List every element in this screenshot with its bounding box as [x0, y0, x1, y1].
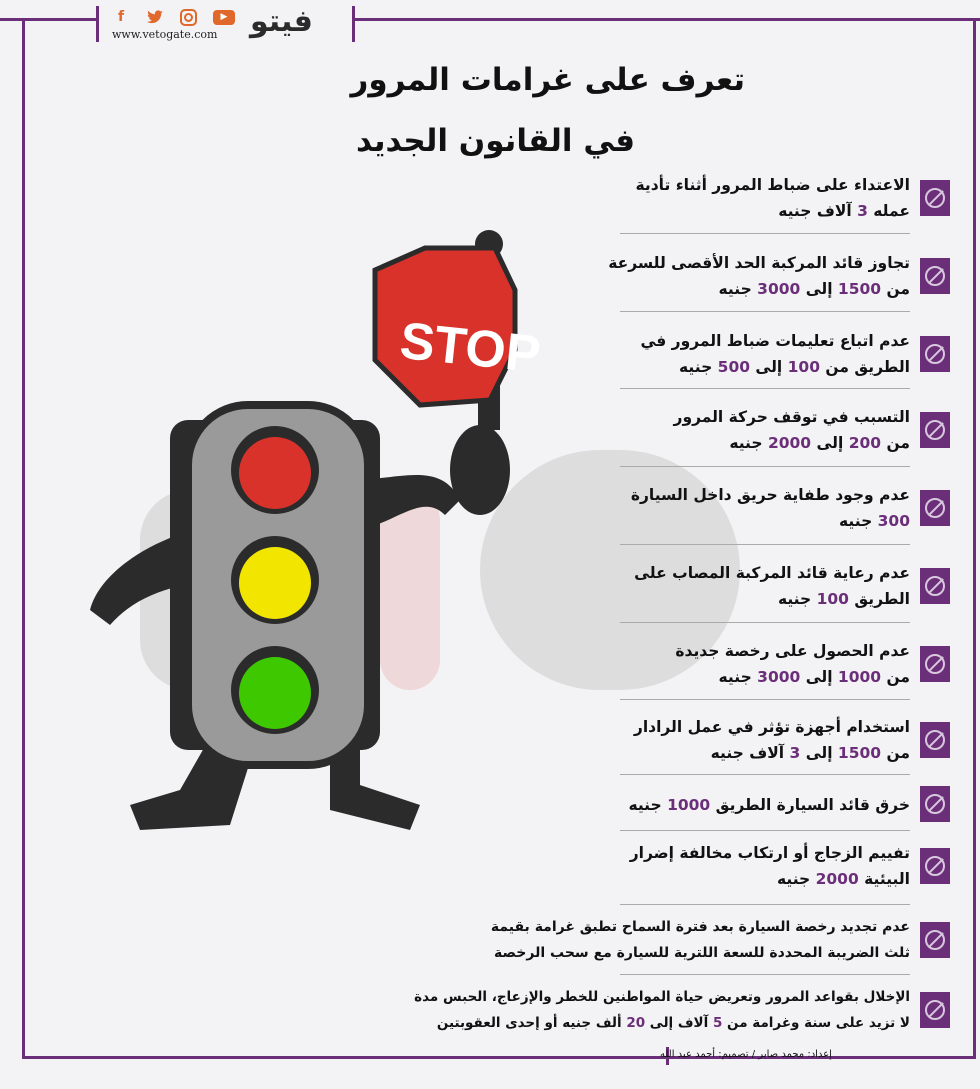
prohibited-icon — [920, 722, 950, 758]
fine-text-line: عدم الحصول على رخصة جديدة — [675, 642, 910, 660]
website-url[interactable]: www.vetogate.com — [112, 28, 218, 41]
frame-bottom — [22, 1056, 976, 1059]
fine-amount: 5 — [712, 1015, 723, 1031]
fine-amount: 3 — [857, 202, 868, 220]
fine-text-line: عدم وجود طفاية حريق داخل السيارة — [630, 486, 910, 504]
frame-top-left — [0, 18, 96, 21]
stop-sign — [375, 230, 543, 515]
designed-by: تصميم: أحمد عبد الله — [660, 1049, 749, 1060]
prohibited-icon — [920, 786, 950, 822]
credit-separator: / — [751, 1049, 756, 1060]
prohibited-icon — [920, 258, 950, 294]
prohibited-icon — [920, 568, 950, 604]
fine-text-line: تفييم الزجاج أو ارتكاب مخالفة إضرار — [629, 844, 910, 862]
fine-amount: 20 — [626, 1015, 646, 1031]
prohibited-icon — [920, 490, 950, 526]
logo-text: فيتو — [250, 4, 313, 39]
frame-top — [355, 18, 980, 21]
item-separator — [620, 233, 910, 234]
frame-left — [22, 18, 25, 1059]
prohibited-icon — [920, 992, 950, 1028]
fine-text-line: عدم اتباع تعليمات ضباط المرور في — [640, 332, 910, 350]
fine-amount: 1500 — [837, 744, 882, 762]
prohibited-icon — [920, 336, 950, 372]
fine-text-line: التسبب في توقف حركة المرور — [673, 408, 910, 426]
fine-text-line: عدم رعاية قائد المركبة المصاب على — [634, 564, 910, 582]
social-links — [112, 8, 235, 26]
fine-amount: 1000 — [837, 668, 882, 686]
item-separator — [620, 974, 910, 975]
stop-text: STOP — [397, 311, 544, 385]
fine-amount: 100 — [816, 590, 849, 608]
header-divider-left — [96, 6, 99, 42]
youtube-icon[interactable]: ▶ — [213, 10, 235, 25]
item-separator — [620, 544, 910, 545]
prohibited-icon — [920, 922, 950, 958]
header-divider-right — [352, 6, 355, 42]
credits — [660, 1049, 832, 1060]
fine-amount: 500 — [717, 358, 751, 376]
traffic-light-illustration — [60, 230, 560, 870]
fine-amount: 300 — [877, 512, 910, 530]
title-line-2: في القانون الجديد — [355, 123, 635, 159]
fine-text-line: عدم تجديد رخصة السيارة بعد فترة السماح تطبق غرامة بقيمة — [490, 919, 910, 935]
fine-text-line: الاعتداء على ضباط المرور أثناء تأدية — [635, 176, 910, 194]
prohibited-icon — [920, 848, 950, 884]
item-separator — [620, 904, 910, 905]
item-separator — [620, 830, 910, 831]
fine-text-line: استخدام أجهزة تؤثر في عمل الرادار — [633, 718, 910, 736]
frame-right — [973, 18, 976, 1059]
fine-amount: 1500 — [837, 280, 882, 298]
fine-text-line: تجاوز قائد المركبة الحد الأقصى للسرعة — [608, 254, 910, 272]
fine-amount: 100 — [787, 358, 820, 376]
item-separator — [620, 622, 910, 623]
prohibited-icon — [920, 646, 950, 682]
fine-amount: 3000 — [757, 668, 801, 686]
fine-amount: 2000 — [815, 870, 859, 888]
item-separator — [620, 774, 910, 775]
fine-text-line: الإخلال بقواعد المرور وتعريض حياة المواطنين للخطر والإزعاج، الحبس مدة — [414, 989, 910, 1005]
prohibited-icon — [920, 412, 950, 448]
title-line-1: تعرف على غرامات المرور — [350, 62, 745, 98]
fine-text-line: ثلث الضريبة المحددة للسعة اللترية للسيارة مع سحب الرخصة — [494, 945, 910, 961]
vetogate-logo — [250, 4, 313, 39]
fine-amount: 200 — [848, 434, 882, 452]
twitter-icon[interactable] — [146, 8, 164, 26]
item-separator — [620, 699, 910, 700]
facebook-icon[interactable]: f — [117, 9, 125, 25]
item-separator — [620, 466, 910, 467]
prepared-by: إعداد: محمد صابر — [758, 1049, 832, 1060]
fine-amount: 3000 — [757, 280, 801, 298]
fine-text-line: خرق قائد السيارة الطريق — [710, 796, 910, 814]
fine-amount: 3 — [789, 744, 801, 762]
fine-amount: 1000 — [667, 796, 711, 814]
prohibited-icon — [920, 180, 950, 216]
instagram-icon[interactable] — [180, 9, 197, 26]
fine-amount: 2000 — [767, 434, 812, 452]
item-separator — [620, 388, 910, 389]
item-separator — [620, 311, 910, 312]
traffic-light-body — [90, 405, 460, 830]
